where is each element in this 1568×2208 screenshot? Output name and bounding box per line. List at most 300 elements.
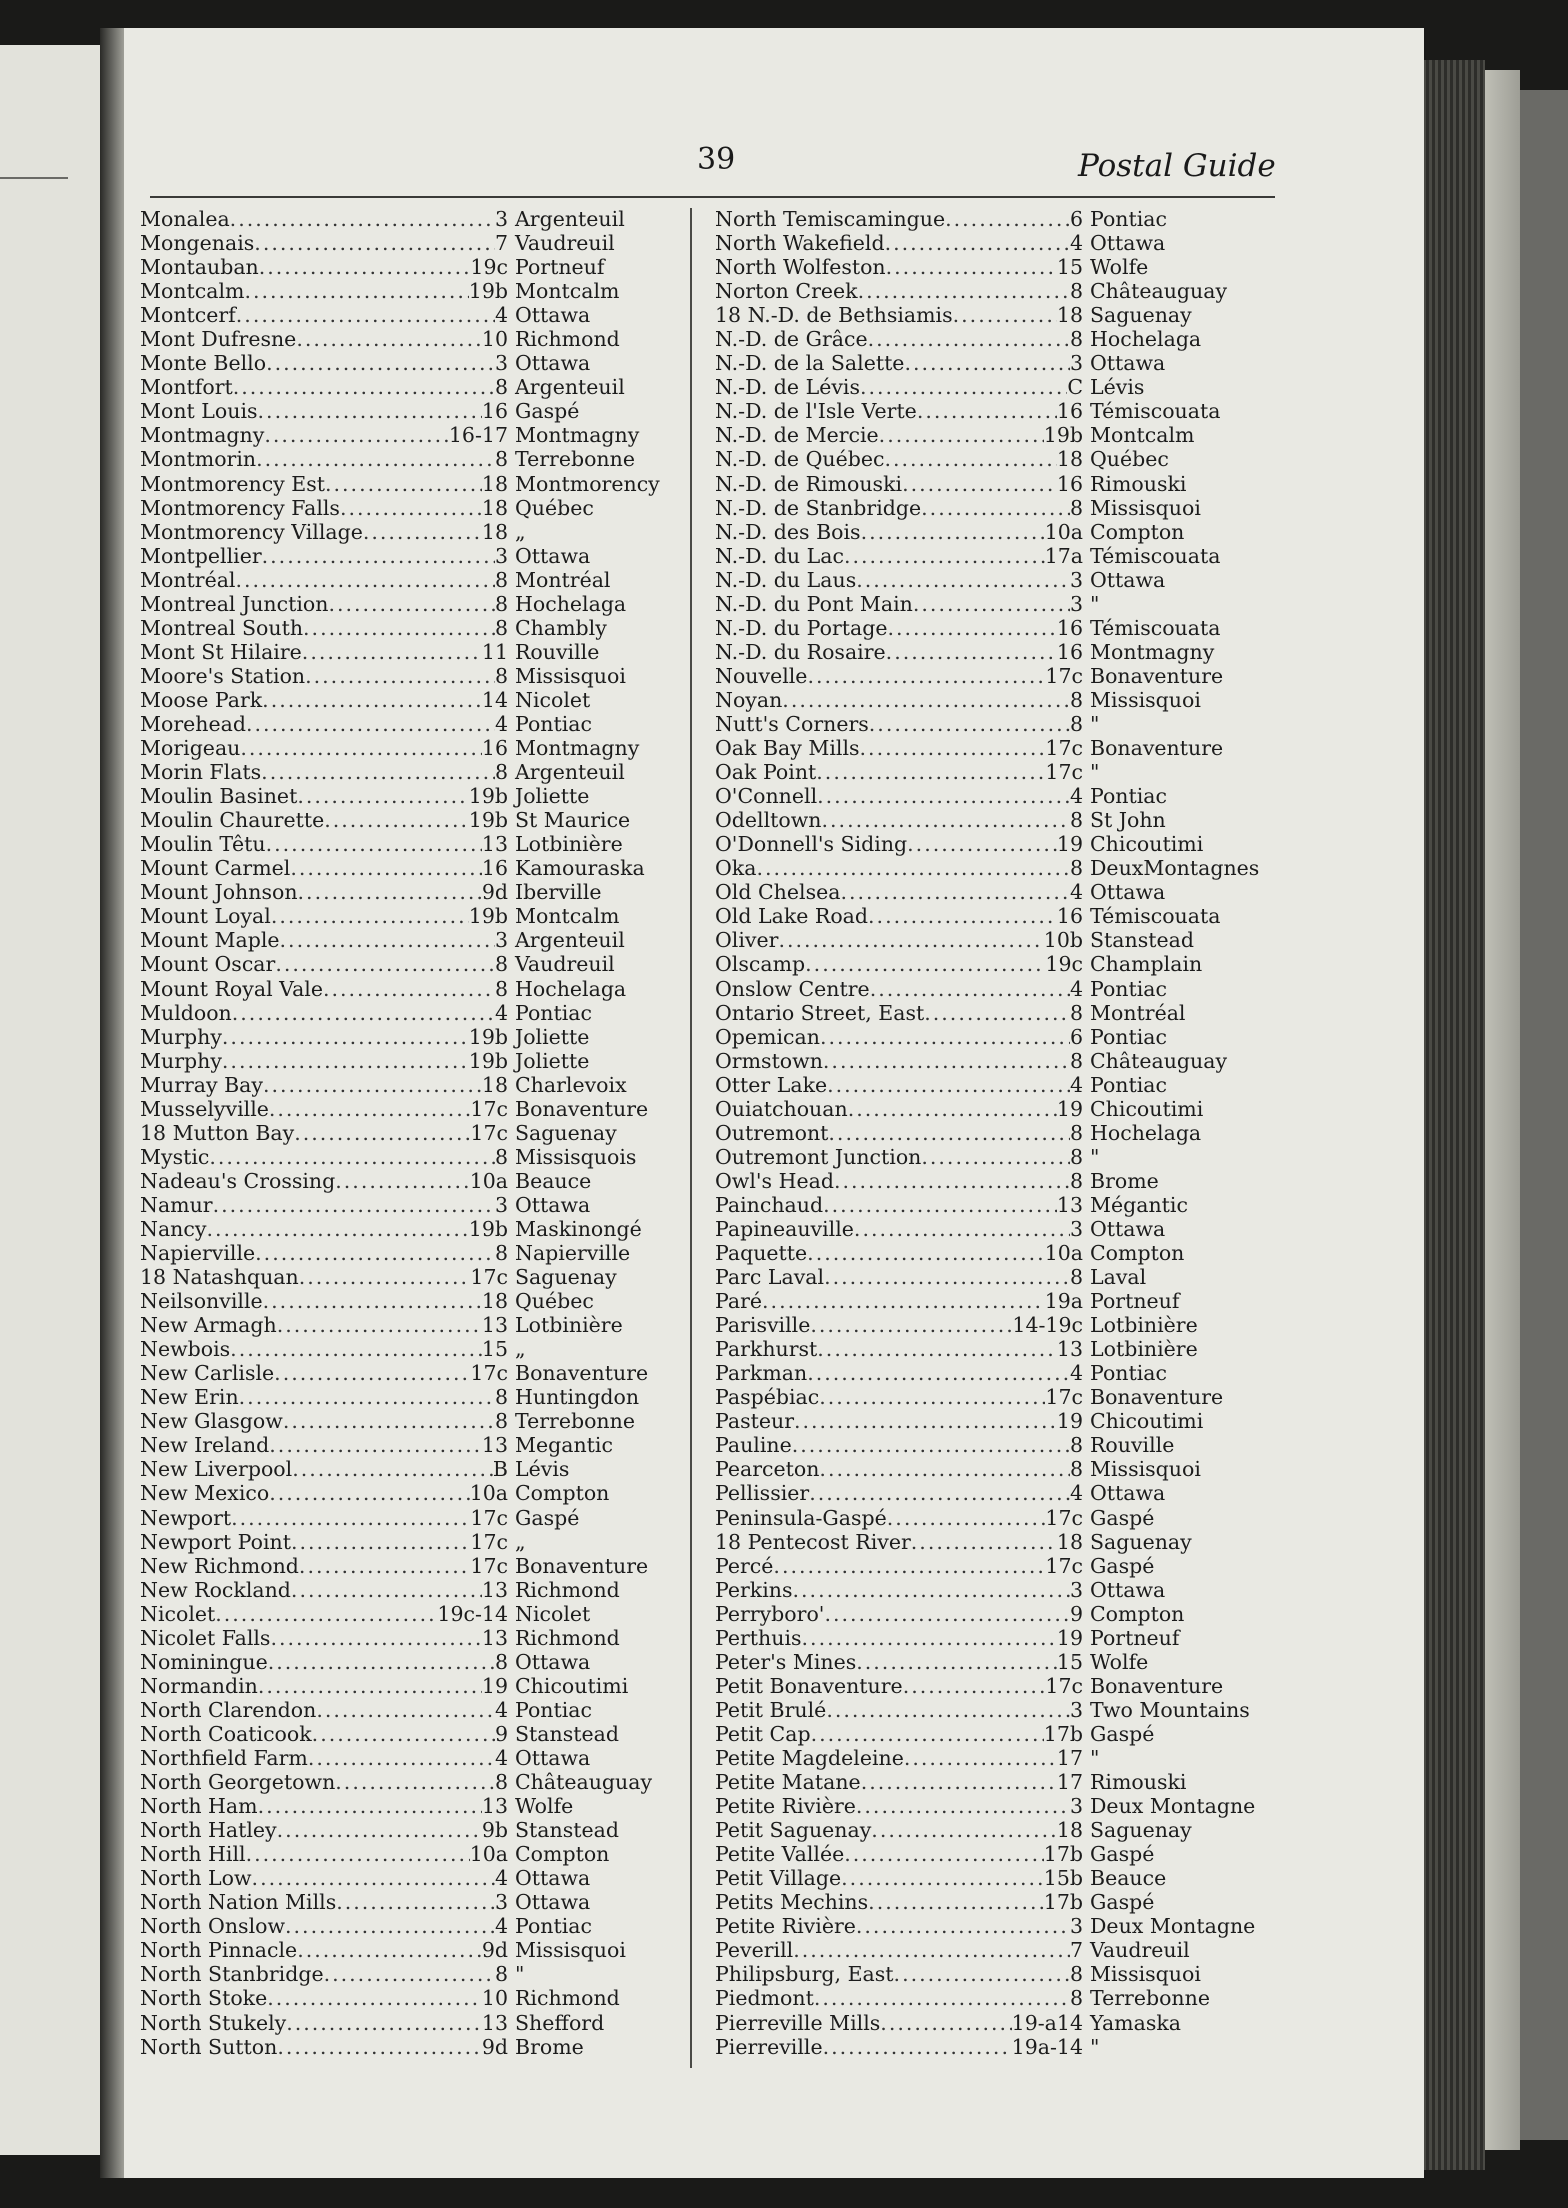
county-name: Compton: [1090, 1241, 1185, 1266]
place-name: Newport Point: [140, 1529, 291, 1554]
county-name: Vaudreuil: [515, 231, 615, 256]
county-name: Missisquoi: [1090, 687, 1201, 712]
district-code: 10a: [1044, 1241, 1083, 1266]
directory-entry: [140, 1818, 720, 1842]
leader-dots: [924, 1001, 1070, 1025]
county-name: Québec: [1090, 447, 1169, 472]
leader-dots: [296, 327, 482, 351]
county-name: Montmagny: [515, 736, 640, 761]
place-name: Moulin Chaurette: [140, 808, 325, 833]
directory-entry: [140, 1842, 720, 1866]
leader-dots: [262, 688, 482, 712]
directory-entry: [140, 1914, 720, 1938]
place-name: O'Donnell's Siding: [715, 832, 908, 857]
district-code: 8: [494, 1649, 508, 1674]
county-name: Pontiac: [515, 1000, 593, 1025]
leader-dots: [303, 616, 495, 640]
county-name: Terrebonne: [515, 447, 635, 472]
place-name: New Glasgow: [140, 1409, 283, 1434]
directory-entry: [715, 880, 1295, 904]
leader-dots: [246, 1842, 470, 1866]
county-name: Gaspé: [1090, 1721, 1155, 1746]
place-name: Parkman: [715, 1361, 808, 1386]
directory-entry: [140, 1313, 720, 1337]
district-code: 8: [1069, 1144, 1083, 1169]
district-code: 17c: [470, 1120, 508, 1145]
county-name: Stanstead: [515, 1721, 619, 1746]
place-name: Montreal Junction: [140, 591, 329, 616]
directory-entry: [140, 928, 720, 952]
county-name: Hochelaga: [515, 591, 627, 616]
county-name: Lotbinière: [515, 832, 623, 857]
district-code: 8: [494, 1770, 508, 1795]
leader-dots: [871, 1818, 1057, 1842]
county-name: Montcalm: [515, 279, 620, 304]
district-code: 17c: [470, 1529, 508, 1554]
directory-entry: [140, 231, 720, 255]
county-name: Yamaska: [1090, 2010, 1181, 2035]
leader-dots: [805, 952, 1045, 976]
county-name: Joliette: [515, 784, 590, 809]
place-name: Petite Rivière: [715, 1914, 856, 1939]
district-code: 16: [481, 399, 508, 424]
place-name: Namur: [140, 1192, 213, 1217]
leader-dots: [299, 1265, 471, 1289]
county-name: Ottawa: [515, 351, 591, 376]
place-name: New Ireland: [140, 1433, 270, 1458]
county-name: Argenteuil: [515, 928, 625, 953]
place-name: Petite Rivière: [715, 1794, 856, 1819]
county-name: Rouville: [1090, 1433, 1175, 1458]
leader-dots: [793, 1938, 1070, 1962]
directory-entry: [140, 399, 720, 423]
district-code: 8: [1069, 711, 1083, 736]
leader-dots: [274, 1361, 470, 1385]
leader-dots: [816, 760, 1045, 784]
leader-dots: [913, 592, 1070, 616]
leader-dots: [861, 520, 1045, 544]
leader-dots: [261, 760, 495, 784]
leader-dots: [762, 1289, 1045, 1313]
district-code: 19-a14: [1011, 2010, 1083, 2035]
leader-dots: [884, 447, 1056, 471]
directory-entry: [140, 1506, 720, 1530]
leader-dots: [819, 1385, 1045, 1409]
place-name: Petit Village: [715, 1866, 842, 1891]
county-name: Témiscouata: [1090, 399, 1221, 424]
leader-dots: [807, 1361, 1070, 1385]
district-code: 9d: [481, 880, 508, 905]
district-code: 13: [481, 1433, 508, 1458]
county-name: Pontiac: [1090, 976, 1168, 1001]
district-code: 17b: [1043, 1842, 1083, 1867]
leader-dots: [263, 1289, 482, 1313]
district-code: 16: [1056, 639, 1083, 664]
directory-entry: [140, 640, 720, 664]
leader-dots: [834, 1169, 1070, 1193]
county-name: Hochelaga: [1090, 1120, 1202, 1145]
leader-dots: [267, 1986, 482, 2010]
place-name: Otter Lake: [715, 1072, 828, 1097]
county-name: Lévis: [515, 1457, 570, 1482]
place-name: Ormstown: [715, 1048, 823, 1073]
district-code: 4: [494, 1000, 508, 1025]
directory-entry: [140, 1265, 720, 1289]
leader-dots: [258, 1674, 482, 1698]
directory-entry: [140, 1193, 720, 1217]
county-name: Gaspé: [1090, 1553, 1155, 1578]
place-name: Murphy: [140, 1024, 222, 1049]
district-code: 15: [481, 1337, 508, 1362]
district-code: 4: [494, 1746, 508, 1770]
district-code: 18: [1056, 1818, 1083, 1843]
directory-entry: [715, 760, 1295, 784]
directory-entry: [140, 1794, 720, 1818]
directory-entry: [140, 736, 720, 760]
leader-dots: [290, 856, 482, 880]
leader-dots: [264, 423, 449, 447]
district-code: 8: [1069, 1433, 1083, 1458]
place-name: Montfort: [140, 375, 233, 400]
directory-entry: [715, 1265, 1295, 1289]
directory-entry: [715, 1530, 1295, 1554]
directory-entry: [140, 520, 720, 544]
district-code: 13: [481, 1625, 508, 1650]
district-code: 8: [494, 976, 508, 1001]
place-name: Old Chelsea: [715, 880, 841, 905]
district-code: 17c: [1045, 663, 1083, 688]
leader-dots: [880, 2011, 1011, 2035]
place-name: O'Connell: [715, 784, 818, 809]
county-name: St John: [1090, 808, 1166, 833]
place-name: N.-D. du Portage: [715, 615, 888, 640]
place-name: Musselyville: [140, 1096, 269, 1121]
leader-dots: [879, 423, 1044, 447]
leader-dots: [840, 880, 1070, 904]
leader-dots: [270, 1626, 481, 1650]
leader-dots: [782, 688, 1070, 712]
directory-entry: [715, 447, 1295, 471]
place-name: Pierreville Mills: [715, 2010, 881, 2035]
leader-dots: [280, 928, 495, 952]
place-name: N.-D. de Mercie: [715, 423, 879, 448]
place-name: N.-D. de Stanbridge: [715, 495, 922, 520]
leader-dots: [911, 1530, 1057, 1554]
county-name: Saguenay: [515, 1265, 617, 1290]
directory-entry: [715, 2035, 1295, 2059]
directory-entry: [715, 1169, 1295, 1193]
place-name: Norton Creek: [715, 279, 858, 304]
district-code: 15b: [1043, 1866, 1083, 1891]
leader-dots: [848, 1097, 1057, 1121]
leader-dots: [283, 1409, 495, 1433]
county-name: Gaspé: [515, 399, 580, 424]
leader-dots: [868, 904, 1057, 928]
place-name: Oliver: [715, 928, 779, 953]
county-name: „: [515, 519, 526, 544]
district-code: 8: [494, 591, 508, 616]
directory-entry: [140, 375, 720, 399]
county-name: Pontiac: [1090, 1361, 1168, 1386]
directory-entry: [140, 1241, 720, 1265]
directory-entry: [715, 1914, 1295, 1938]
place-name: Petite Vallée: [715, 1842, 845, 1867]
place-name: Mystic: [140, 1144, 210, 1169]
place-name: Perryboro': [715, 1601, 825, 1626]
county-name: Hochelaga: [515, 976, 627, 1001]
county-name: Montréal: [1090, 1000, 1186, 1025]
directory-entry: [715, 1193, 1295, 1217]
leader-dots: [823, 1049, 1070, 1073]
district-code: 19: [1056, 832, 1083, 857]
leader-dots: [222, 1049, 469, 1073]
place-name: Nicolet Falls: [140, 1625, 271, 1650]
district-code: 18: [1056, 303, 1083, 328]
directory-entry: [715, 1794, 1295, 1818]
leader-dots: [294, 1121, 470, 1145]
directory-entry: [715, 1938, 1295, 1962]
directory-entry: [715, 2011, 1295, 2035]
directory-entry: [140, 1049, 720, 1073]
directory-entry: [140, 1770, 720, 1794]
leader-dots: [921, 496, 1070, 520]
county-name: Vaudreuil: [515, 952, 615, 977]
directory-entry: [715, 1145, 1295, 1169]
place-name: Montauban: [140, 255, 259, 280]
directory-entry: [140, 423, 720, 447]
county-name: Deux Montagne: [1090, 1914, 1256, 1939]
district-code: 13: [481, 1313, 508, 1338]
leader-dots: [886, 255, 1057, 279]
leader-dots: [258, 399, 482, 423]
district-code: 8: [1069, 327, 1083, 352]
directory-entry: [140, 496, 720, 520]
place-name: Peninsula-Gaspé: [715, 1505, 887, 1530]
district-code: 16: [1056, 615, 1083, 640]
place-name: Parisville: [715, 1313, 811, 1338]
place-name: Peter's Mines: [715, 1649, 857, 1674]
directory-entry: [715, 351, 1295, 375]
district-code: 3: [1069, 351, 1083, 376]
place-name: Montmorency Est: [140, 471, 325, 496]
leader-dots: [904, 351, 1070, 375]
county-name: Hochelaga: [1090, 327, 1202, 352]
place-name: Petit Brulé: [715, 1697, 827, 1722]
place-name: 18 Mutton Bay: [140, 1120, 295, 1145]
district-code: 8: [494, 760, 508, 785]
county-name: Iberville: [515, 880, 602, 905]
place-name: Montmorency Village: [140, 519, 363, 544]
county-name: ": [1090, 1144, 1100, 1169]
directory-entry: [715, 1049, 1295, 1073]
place-name: Odelltown: [715, 808, 822, 833]
directory-entry: [715, 952, 1295, 976]
district-code: 18: [481, 495, 508, 520]
county-name: Chicoutimi: [1090, 1096, 1204, 1121]
place-name: Oka: [715, 856, 757, 881]
county-name: Lotbinière: [1090, 1313, 1198, 1338]
place-name: Ontario Street, East: [715, 1000, 925, 1025]
district-code: 4: [1069, 784, 1083, 809]
place-name: Mont Dufresne: [140, 327, 297, 352]
leader-dots: [903, 1674, 1046, 1698]
leader-dots: [297, 1938, 482, 1962]
place-name: Philipsburg, East: [715, 1962, 894, 1987]
county-name: Terrebonne: [515, 1409, 635, 1434]
directory-entry: [140, 1578, 720, 1602]
place-name: Moore's Station: [140, 663, 306, 688]
leader-dots: [856, 1650, 1057, 1674]
district-code: 10a: [469, 1842, 508, 1867]
county-name: Charlevoix: [515, 1072, 627, 1097]
county-name: Pontiac: [1090, 1024, 1168, 1049]
district-code: 8: [1069, 1120, 1083, 1145]
directory-entry: [140, 1554, 720, 1578]
county-name: Deux Montagne: [1090, 1794, 1256, 1819]
place-name: North Pinnacle: [140, 1938, 298, 1963]
district-code: 13: [481, 1794, 508, 1819]
directory-entry: [140, 904, 720, 928]
district-code: 18: [481, 471, 508, 496]
county-name: Bonaventure: [1090, 1385, 1224, 1410]
directory-entry: [140, 1698, 720, 1722]
leader-dots: [252, 1866, 495, 1890]
district-code: 17c: [470, 1265, 508, 1290]
county-name: Gaspé: [1090, 1842, 1155, 1867]
county-name: Ottawa: [1090, 567, 1166, 592]
county-name: Rouville: [515, 639, 600, 664]
leader-dots: [269, 1097, 471, 1121]
district-code: 4: [1069, 231, 1083, 256]
place-name: Mount Royal Vale: [140, 976, 323, 1001]
county-name: Stanstead: [515, 1818, 619, 1843]
county-name: Témiscouata: [1090, 904, 1221, 929]
district-code: 17c: [1045, 1505, 1083, 1530]
county-name: Compton: [1090, 1601, 1185, 1626]
leader-dots: [778, 928, 1043, 952]
county-name: Montréal: [515, 567, 611, 592]
place-name: North Hill: [140, 1842, 246, 1867]
directory-entry: [715, 1506, 1295, 1530]
directory-entry: [715, 1578, 1295, 1602]
leader-dots: [316, 1698, 495, 1722]
district-code: 19b: [468, 784, 508, 809]
district-code: B: [492, 1457, 508, 1482]
directory-entry: [715, 1602, 1295, 1626]
place-name: Paquette: [715, 1241, 808, 1266]
district-code: 9d: [481, 2034, 508, 2059]
county-name: Saguenay: [1090, 303, 1192, 328]
county-name: Stanstead: [1090, 928, 1194, 953]
district-code: 3: [494, 543, 508, 568]
leader-dots: [817, 784, 1070, 808]
county-name: Laval: [1090, 1265, 1147, 1290]
district-code: 8: [1069, 687, 1083, 712]
county-name: ": [1090, 2034, 1100, 2059]
county-name: Pontiac: [1090, 1072, 1168, 1097]
book-block-edge: [1420, 60, 1485, 2170]
district-code: 8: [1069, 279, 1083, 304]
place-name: North Georgetown: [140, 1770, 336, 1795]
directory-entry: [140, 1025, 720, 1049]
directory-entry: [140, 1650, 720, 1674]
leader-dots: [233, 375, 495, 399]
leader-dots: [869, 712, 1070, 736]
directory-entry: [715, 303, 1295, 327]
directory-entry: [140, 568, 720, 592]
leader-dots: [854, 1217, 1070, 1241]
leader-dots: [807, 1241, 1045, 1265]
leader-dots: [263, 1073, 482, 1097]
directory-entry: [715, 1890, 1295, 1914]
directory-entry: [140, 1097, 720, 1121]
leader-dots: [335, 1169, 469, 1193]
place-name: Moose Park: [140, 687, 263, 712]
county-name: Québec: [515, 495, 594, 520]
directory-entry: [140, 1121, 720, 1145]
district-code: 8: [494, 952, 508, 977]
county-name: Rimouski: [1090, 471, 1187, 496]
directory-entry: [140, 1385, 720, 1409]
directory-entry: [140, 712, 720, 736]
directory-entry: [715, 1674, 1295, 1698]
district-code: 8: [494, 1962, 508, 1987]
place-name: N.-D. de Québec: [715, 447, 885, 472]
leader-dots: [266, 832, 482, 856]
leader-dots: [886, 640, 1057, 664]
directory-entry: [715, 423, 1295, 447]
leader-dots: [324, 1962, 495, 1986]
county-name: Portneuf: [515, 255, 605, 280]
place-name: North Stoke: [140, 1986, 268, 2011]
place-name: Parc Laval: [715, 1265, 825, 1290]
place-name: Noyan: [715, 687, 783, 712]
place-name: Morin Flats: [140, 760, 262, 785]
leader-dots: [325, 472, 482, 496]
place-name: New Armagh: [140, 1313, 277, 1338]
place-name: North Clarendon: [140, 1697, 317, 1722]
place-name: Papineauville: [715, 1216, 854, 1241]
county-name: Compton: [515, 1481, 610, 1506]
district-code: 8: [494, 447, 508, 472]
place-name: Paspébiac: [715, 1385, 820, 1410]
county-name: Kamouraska: [515, 856, 645, 881]
district-code: 9d: [481, 1938, 508, 1963]
county-name: ": [1090, 711, 1100, 736]
county-name: Saguenay: [1090, 1529, 1192, 1554]
county-name: Missisquoi: [1090, 1962, 1201, 1987]
leader-dots: [240, 736, 482, 760]
district-code: 8: [494, 567, 508, 592]
place-name: Montcalm: [140, 279, 245, 304]
place-name: Nicolet: [140, 1601, 216, 1626]
directory-entry: [140, 592, 720, 616]
right-column: [715, 207, 1295, 2059]
directory-entry: [715, 1121, 1295, 1145]
leader-dots: [809, 1481, 1070, 1505]
place-name: Moulin Basinet: [140, 784, 298, 809]
district-code: 8: [494, 663, 508, 688]
district-code: 19c: [1045, 952, 1083, 977]
place-name: Montmorin: [140, 447, 257, 472]
district-code: 17c: [1045, 1385, 1083, 1410]
county-name: Chicoutimi: [1090, 832, 1204, 857]
directory-entry: [140, 1938, 720, 1962]
directory-entry: [715, 1554, 1295, 1578]
county-name: Bonaventure: [1090, 736, 1224, 761]
directory-entry: [715, 1698, 1295, 1722]
county-name: Beauce: [515, 1168, 592, 1193]
